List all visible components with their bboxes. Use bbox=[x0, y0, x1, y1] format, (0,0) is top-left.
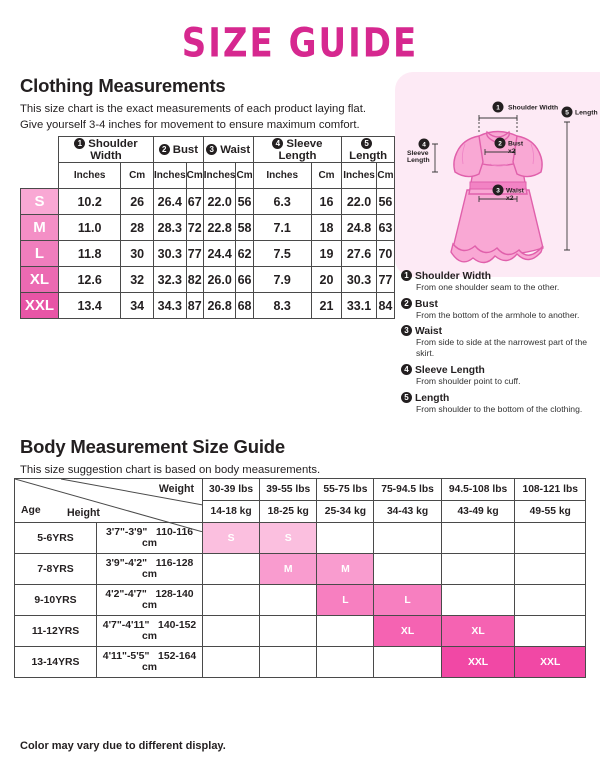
height-cm: 110-116 cm bbox=[141, 527, 194, 549]
size-cell bbox=[374, 647, 441, 678]
bullet-3-icon: 3 bbox=[401, 325, 412, 336]
size-cell bbox=[374, 554, 441, 585]
table-row bbox=[21, 293, 395, 319]
cell-value: 11.8 bbox=[59, 241, 121, 267]
svg-text:Length: Length bbox=[575, 109, 598, 117]
unit-header: Inches bbox=[342, 163, 377, 189]
svg-text:Shoulder Width: Shoulder Width bbox=[508, 104, 559, 112]
group-header-shoulder-width bbox=[59, 137, 154, 163]
cell-value: 58 bbox=[236, 215, 253, 241]
cell-value: 19 bbox=[311, 241, 341, 267]
unit-header: Inches bbox=[253, 163, 311, 189]
height-in: 3'9"-4'2" bbox=[105, 558, 148, 569]
cell-value: 72 bbox=[186, 215, 203, 241]
legend-desc: From side to side at the narrowest part of the skirt. bbox=[416, 337, 588, 359]
cell-value: 22.8 bbox=[203, 215, 236, 241]
group-label-shoulder-width: Shoulder Width bbox=[88, 137, 138, 162]
legend-title bbox=[401, 270, 600, 282]
age-cell: 5-6YRS bbox=[15, 523, 97, 554]
svg-text:x2: x2 bbox=[508, 148, 516, 155]
legend-desc: From the bottom of the armhole to another. bbox=[416, 309, 580, 320]
unit-header: Cm bbox=[186, 163, 203, 189]
size-cell bbox=[203, 616, 260, 647]
cell-value: 11.0 bbox=[59, 215, 121, 241]
clothing-section-heading: Clothing Measurements bbox=[20, 75, 226, 96]
cell-value: 24.4 bbox=[203, 241, 236, 267]
table-row bbox=[15, 616, 586, 647]
cell-value: 66 bbox=[236, 267, 253, 293]
svg-text:Sleeve: Sleeve bbox=[407, 150, 429, 157]
unit-header: Cm bbox=[376, 163, 394, 189]
footnote: Color may vary due to different display. bbox=[20, 740, 226, 752]
clothing-description-line2: Give yourself 3-4 inches for movement to ensure maximum comfort. bbox=[20, 119, 360, 132]
size-cell: XL bbox=[374, 616, 441, 647]
table-row bbox=[15, 585, 586, 616]
group-header-waist bbox=[203, 137, 253, 163]
age-cell: 13-14YRS bbox=[15, 647, 97, 678]
size-cell bbox=[317, 616, 374, 647]
group-header-length bbox=[342, 137, 395, 163]
size-cell bbox=[441, 585, 515, 616]
unit-header: Cm bbox=[311, 163, 341, 189]
weight-kg-header: 43-49 kg bbox=[441, 501, 515, 523]
weight-kg-header: 14-18 kg bbox=[203, 501, 260, 523]
cell-value: 26.0 bbox=[203, 267, 236, 293]
group-label-waist: Waist bbox=[220, 143, 251, 156]
cell-value: 84 bbox=[376, 293, 394, 319]
cell-value: 34 bbox=[121, 293, 154, 319]
cell-value: 21 bbox=[311, 293, 341, 319]
cell-value: 63 bbox=[376, 215, 394, 241]
cell-value: 30 bbox=[121, 241, 154, 267]
size-label-s: S bbox=[21, 189, 59, 215]
cell-value: 18 bbox=[311, 215, 341, 241]
table-row bbox=[21, 189, 395, 215]
size-cell bbox=[374, 523, 441, 554]
bullet-1-icon: 1 bbox=[401, 270, 412, 281]
group-label-length: Length bbox=[349, 149, 388, 162]
cell-value: 28.3 bbox=[153, 215, 186, 241]
svg-text:Length: Length bbox=[407, 157, 430, 164]
unit-header: Inches bbox=[203, 163, 236, 189]
cell-value: 34.3 bbox=[153, 293, 186, 319]
size-cell: XL bbox=[441, 616, 515, 647]
bullet-3-icon: 3 bbox=[206, 144, 217, 155]
weight-lbs-header: 75-94.5 lbs bbox=[374, 479, 441, 501]
svg-text:1: 1 bbox=[496, 104, 500, 112]
size-cell: XXL bbox=[515, 647, 586, 678]
cell-value: 56 bbox=[376, 189, 394, 215]
cell-value: 77 bbox=[186, 241, 203, 267]
height-cm: 128-140 cm bbox=[141, 589, 194, 611]
axis-corner-cell bbox=[15, 479, 203, 523]
height-cell bbox=[97, 616, 203, 647]
bullet-5-icon: 5 bbox=[401, 392, 412, 403]
size-label-l: L bbox=[21, 241, 59, 267]
table-row bbox=[21, 241, 395, 267]
size-cell bbox=[260, 616, 317, 647]
legend-desc: From shoulder point to cuff. bbox=[416, 375, 521, 386]
cell-value: 26.8 bbox=[203, 293, 236, 319]
body-measurement-table bbox=[14, 478, 586, 678]
size-cell bbox=[203, 585, 260, 616]
height-cell bbox=[97, 647, 203, 678]
size-cell bbox=[515, 554, 586, 585]
legend-title-text: Sleeve Length bbox=[415, 364, 485, 376]
size-cell: XXL bbox=[441, 647, 515, 678]
cell-value: 32.3 bbox=[153, 267, 186, 293]
dress-legend bbox=[401, 270, 600, 419]
size-cell bbox=[317, 647, 374, 678]
body-section-heading: Body Measurement Size Guide bbox=[20, 436, 285, 457]
unit-header: Inches bbox=[153, 163, 186, 189]
svg-text:3: 3 bbox=[496, 187, 500, 195]
svg-text:2: 2 bbox=[498, 140, 502, 148]
unit-header: Cm bbox=[236, 163, 253, 189]
weight-lbs-header: 55-75 lbs bbox=[317, 479, 374, 501]
size-cell bbox=[515, 585, 586, 616]
clothing-group-header-row bbox=[21, 137, 395, 163]
legend-title-text: Shoulder Width bbox=[415, 271, 491, 282]
clothing-unit-header-row bbox=[21, 163, 395, 189]
bullet-1-icon: 1 bbox=[74, 138, 85, 149]
legend-title bbox=[401, 325, 600, 337]
size-cell: M bbox=[260, 554, 317, 585]
table-row bbox=[21, 267, 395, 293]
cell-value: 22.0 bbox=[203, 189, 236, 215]
legend-title bbox=[401, 364, 600, 376]
cell-value: 26.4 bbox=[153, 189, 186, 215]
cell-value: 87 bbox=[186, 293, 203, 319]
weight-kg-header: 18-25 kg bbox=[260, 501, 317, 523]
legend-title bbox=[401, 298, 600, 310]
cell-value: 16 bbox=[311, 189, 341, 215]
table-row bbox=[15, 647, 586, 678]
group-header-sleeve-length bbox=[253, 137, 342, 163]
cell-value: 30.3 bbox=[153, 241, 186, 267]
body-header-row-lbs bbox=[15, 479, 586, 501]
cell-value: 82 bbox=[186, 267, 203, 293]
weight-lbs-header: 30-39 lbs bbox=[203, 479, 260, 501]
cell-value: 62 bbox=[236, 241, 253, 267]
bullet-4-icon: 4 bbox=[272, 138, 283, 149]
age-cell: 11-12YRS bbox=[15, 616, 97, 647]
age-cell: 7-8YRS bbox=[15, 554, 97, 585]
unit-header: Cm bbox=[121, 163, 154, 189]
cell-value: 70 bbox=[376, 241, 394, 267]
cell-value: 12.6 bbox=[59, 267, 121, 293]
cell-value: 27.6 bbox=[342, 241, 377, 267]
group-header-bust bbox=[153, 137, 203, 163]
weight-lbs-header: 108-121 lbs bbox=[515, 479, 586, 501]
dress-diagram-panel bbox=[395, 72, 600, 422]
cell-value: 8.3 bbox=[253, 293, 311, 319]
weight-lbs-header: 94.5-108 lbs bbox=[441, 479, 515, 501]
weight-lbs-header: 39-55 lbs bbox=[260, 479, 317, 501]
size-cell: L bbox=[374, 585, 441, 616]
height-cell bbox=[97, 585, 203, 616]
size-cell: L bbox=[317, 585, 374, 616]
legend-item bbox=[401, 364, 600, 387]
size-cell bbox=[260, 585, 317, 616]
cell-value: 20 bbox=[311, 267, 341, 293]
cell-value: 13.4 bbox=[59, 293, 121, 319]
cell-value: 26 bbox=[121, 189, 154, 215]
cell-value: 32 bbox=[121, 267, 154, 293]
size-label-m: M bbox=[21, 215, 59, 241]
size-cell bbox=[317, 523, 374, 554]
corner-cell bbox=[21, 137, 59, 163]
cell-value: 30.3 bbox=[342, 267, 377, 293]
bullet-5-icon: 5 bbox=[361, 138, 372, 149]
cell-value: 68 bbox=[236, 293, 253, 319]
height-cm: 152-164 cm bbox=[141, 651, 197, 673]
legend-item bbox=[401, 270, 600, 293]
cell-value: 28 bbox=[121, 215, 154, 241]
weight-kg-header: 34-43 kg bbox=[374, 501, 441, 523]
height-in: 4'7"-4'11" bbox=[102, 620, 150, 631]
table-row bbox=[15, 554, 586, 585]
size-cell: S bbox=[203, 523, 260, 554]
cell-value: 56 bbox=[236, 189, 253, 215]
size-cell: M bbox=[317, 554, 374, 585]
legend-desc: From one shoulder seam to the other. bbox=[416, 282, 560, 292]
cell-value: 24.8 bbox=[342, 215, 377, 241]
legend-title-text: Waist bbox=[415, 326, 443, 338]
cell-value: 6.3 bbox=[253, 189, 311, 215]
unit-header: Inches bbox=[59, 163, 121, 189]
body-section-description: This size suggestion chart is based on body measurements. bbox=[20, 464, 321, 476]
size-cell bbox=[260, 647, 317, 678]
svg-text:x2: x2 bbox=[506, 195, 514, 202]
svg-text:5: 5 bbox=[565, 109, 569, 117]
legend-title-text: Bust bbox=[415, 298, 438, 310]
clothing-section-description bbox=[20, 101, 400, 134]
legend-item bbox=[401, 298, 600, 321]
svg-text:Waist: Waist bbox=[506, 187, 524, 195]
size-cell bbox=[203, 647, 260, 678]
clothing-description-line1: This size chart is the exact measurements of each product laying flat. bbox=[20, 103, 366, 115]
cell-value: 77 bbox=[376, 267, 394, 293]
weight-kg-header: 49-55 kg bbox=[515, 501, 586, 523]
size-cell: S bbox=[260, 523, 317, 554]
size-cell bbox=[515, 523, 586, 554]
cell-value: 7.5 bbox=[253, 241, 311, 267]
svg-text:Bust: Bust bbox=[508, 140, 524, 148]
bullet-2-icon: 2 bbox=[159, 144, 170, 155]
size-cell bbox=[515, 616, 586, 647]
axis-label-height: Height bbox=[67, 507, 100, 519]
height-cm: 116-128 cm bbox=[141, 558, 194, 580]
bullet-2-icon: 2 bbox=[401, 298, 412, 309]
height-cell bbox=[97, 554, 203, 585]
cell-value: 67 bbox=[186, 189, 203, 215]
cell-value: 22.0 bbox=[342, 189, 377, 215]
group-label-sleeve-length: Sleeve Length bbox=[278, 137, 323, 162]
size-cell bbox=[203, 554, 260, 585]
size-cell bbox=[441, 554, 515, 585]
clothing-measurements-table bbox=[20, 136, 395, 319]
height-in: 4'2"-4'7" bbox=[105, 589, 147, 600]
height-in: 4'11"-5'5" bbox=[102, 651, 150, 662]
table-row bbox=[21, 215, 395, 241]
height-cm: 140-152 cm bbox=[141, 620, 197, 642]
size-label-xxl: XXL bbox=[21, 293, 59, 319]
legend-title bbox=[401, 392, 600, 404]
weight-kg-header: 25-34 kg bbox=[317, 501, 374, 523]
page-title: SIZE GUIDE bbox=[181, 20, 419, 68]
axis-label-age: Age bbox=[21, 505, 41, 516]
age-cell: 9-10YRS bbox=[15, 585, 97, 616]
height-in: 3'7"-3'9" bbox=[105, 527, 148, 538]
group-label-bust: Bust bbox=[172, 143, 199, 156]
bullet-4-icon: 4 bbox=[401, 364, 412, 375]
dress-illustration bbox=[395, 72, 600, 272]
cell-value: 33.1 bbox=[342, 293, 377, 319]
body-measurement-table-wrap bbox=[14, 478, 586, 678]
cell-value: 7.9 bbox=[253, 267, 311, 293]
legend-item bbox=[401, 325, 600, 358]
cell-value: 10.2 bbox=[59, 189, 121, 215]
body-section-header bbox=[0, 418, 600, 478]
cell-value: 7.1 bbox=[253, 215, 311, 241]
size-cell bbox=[441, 523, 515, 554]
size-label-xl: XL bbox=[21, 267, 59, 293]
legend-item bbox=[401, 392, 600, 415]
clothing-measurements-table-wrap bbox=[20, 136, 395, 319]
svg-text:4: 4 bbox=[422, 141, 426, 149]
corner-cell-2 bbox=[21, 163, 59, 189]
legend-title-text: Length bbox=[415, 392, 450, 404]
axis-label-weight: Weight bbox=[158, 483, 194, 495]
legend-desc: From shoulder to the bottom of the clothing. bbox=[416, 403, 583, 414]
